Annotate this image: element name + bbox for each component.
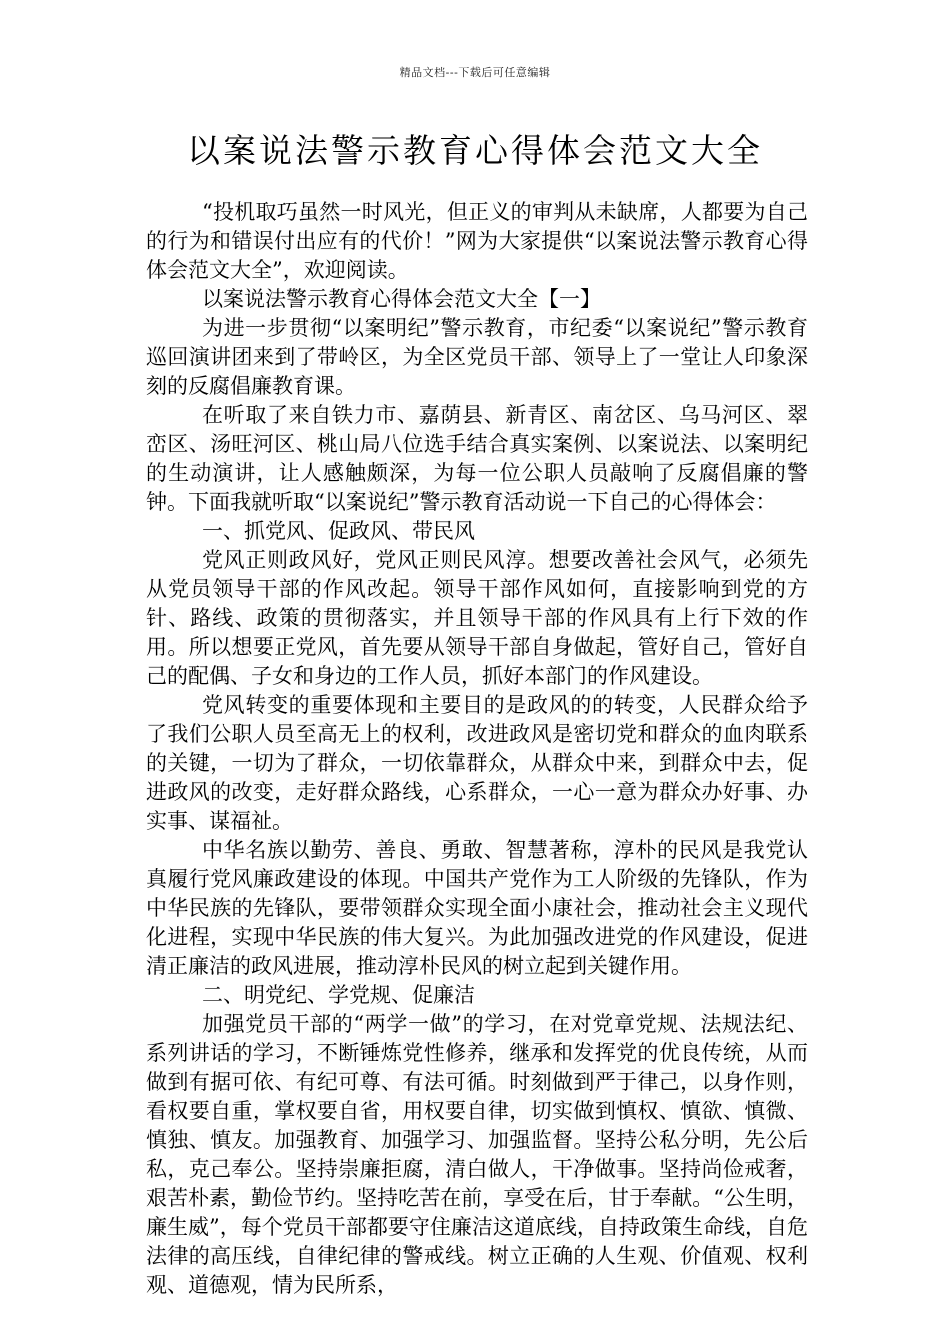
section-title-one: 以案说法警示教育心得体会范文大全【一】 <box>202 287 601 311</box>
document-title: 以案说法警示教育心得体会范文大全 <box>187 131 763 170</box>
body-paragraph: 加强党员干部的“两学一做”的学习，在对党章党规、法规法纪、系列讲话的学习，不断锤炼党性修养，继承和发挥党的优良传统，从而做到有据可依、有纪可尊、有法可循。时刻做到严于律己，以身作则，看权要自重，掌权要自省，用权要自律，切实做到慎权、慎欲、慎微、慎独、慎友。加强教育、加强学习、加强监督。坚持公私分明，先公后私，克己奉公。坚持崇廉拒腐，清白做人，干净做事。坚持尚俭戒奢，艰苦朴素，勤俭节约。坚持吃苦在前，享受在后，甘于奉献。“公生明，廉生威”，每个党员干部都要守住廉洁这道底线，自持政策生命线，自危法律的高压线，自律纪律的警戒线。树立正确的人生观、价值观、权利观、道德观，情为民所系， <box>146 1012 808 1297</box>
body-paragraph: 中华名族以勤劳、善良、勇敢、智慧著称，淳朴的民风是我党认真履行党风廉政建设的体现。中国共产党作为工人阶级的先锋队，作为中华民族的先锋队，要带领群众实现全面小康社会，推动社会主义现代化进程，实现中华民族的伟大复兴。为此加强改进党的作风建设，促进清正廉洁的政风进展，推动淳朴民风的树立起到关键作用。 <box>146 838 808 978</box>
body-paragraph: 党风转变的重要体现和主要目的是政风的的转变，人民群众给予了我们公职人员至高无上的权利，改进政风是密切党和群众的血肉联系的关键，一切为了群众，一切依靠群众，从群众中来，到群众中去，促进政风的改变，走好群众路线，心系群众，一心一意为群众办好事、办实事、谋福祉。 <box>146 693 808 833</box>
intro-paragraph: “投机取巧虽然一时风光，但正义的审判从未缺席，人都要为自己的行为和错误付出应有的代价！”网为大家提供“以案说法警示教育心得体会范文大全”，欢迎阅读。 <box>146 200 808 282</box>
document-body <box>146 198 808 1300</box>
header-note: 精品文档---下载后可任意编辑 <box>399 66 551 79</box>
body-paragraph: 党风正则政风好，党风正则民风淳。想要改善社会风气，必须先从党员领导干部的作风改起。领导干部作风如何，直接影响到党的方针、路线、政策的贯彻落实，并且领导干部的作风具有上行下效的作用。所以想要正党风，首先要从领导干部自身做起，管好自己，管好自己的配偶、子女和身边的工作人员，抓好本部门的作风建设。 <box>146 548 808 688</box>
subheading-2: 二、明党纪、学党规、促廉洁 <box>202 983 475 1007</box>
subheading-1: 一、抓党风、促政风、带民风 <box>202 519 475 543</box>
body-paragraph: 为进一步贯彻“以案明纪”警示教育，市纪委“以案说纪”警示教育巡回演讲团来到了带岭区，为全区党员干部、领导上了一堂让人印象深刻的反腐倡廉教育课。 <box>146 316 808 398</box>
body-paragraph: 在听取了来自铁力市、嘉荫县、新青区、南岔区、乌马河区、翠峦区、汤旺河区、桃山局八位选手结合真实案例、以案说法、以案明纪的生动演讲，让人感触颇深，为每一位公职人员敲响了反腐倡廉的警钟。下面我就听取“以案说纪”警示教育活动说一下自己的心得体会： <box>146 403 808 514</box>
